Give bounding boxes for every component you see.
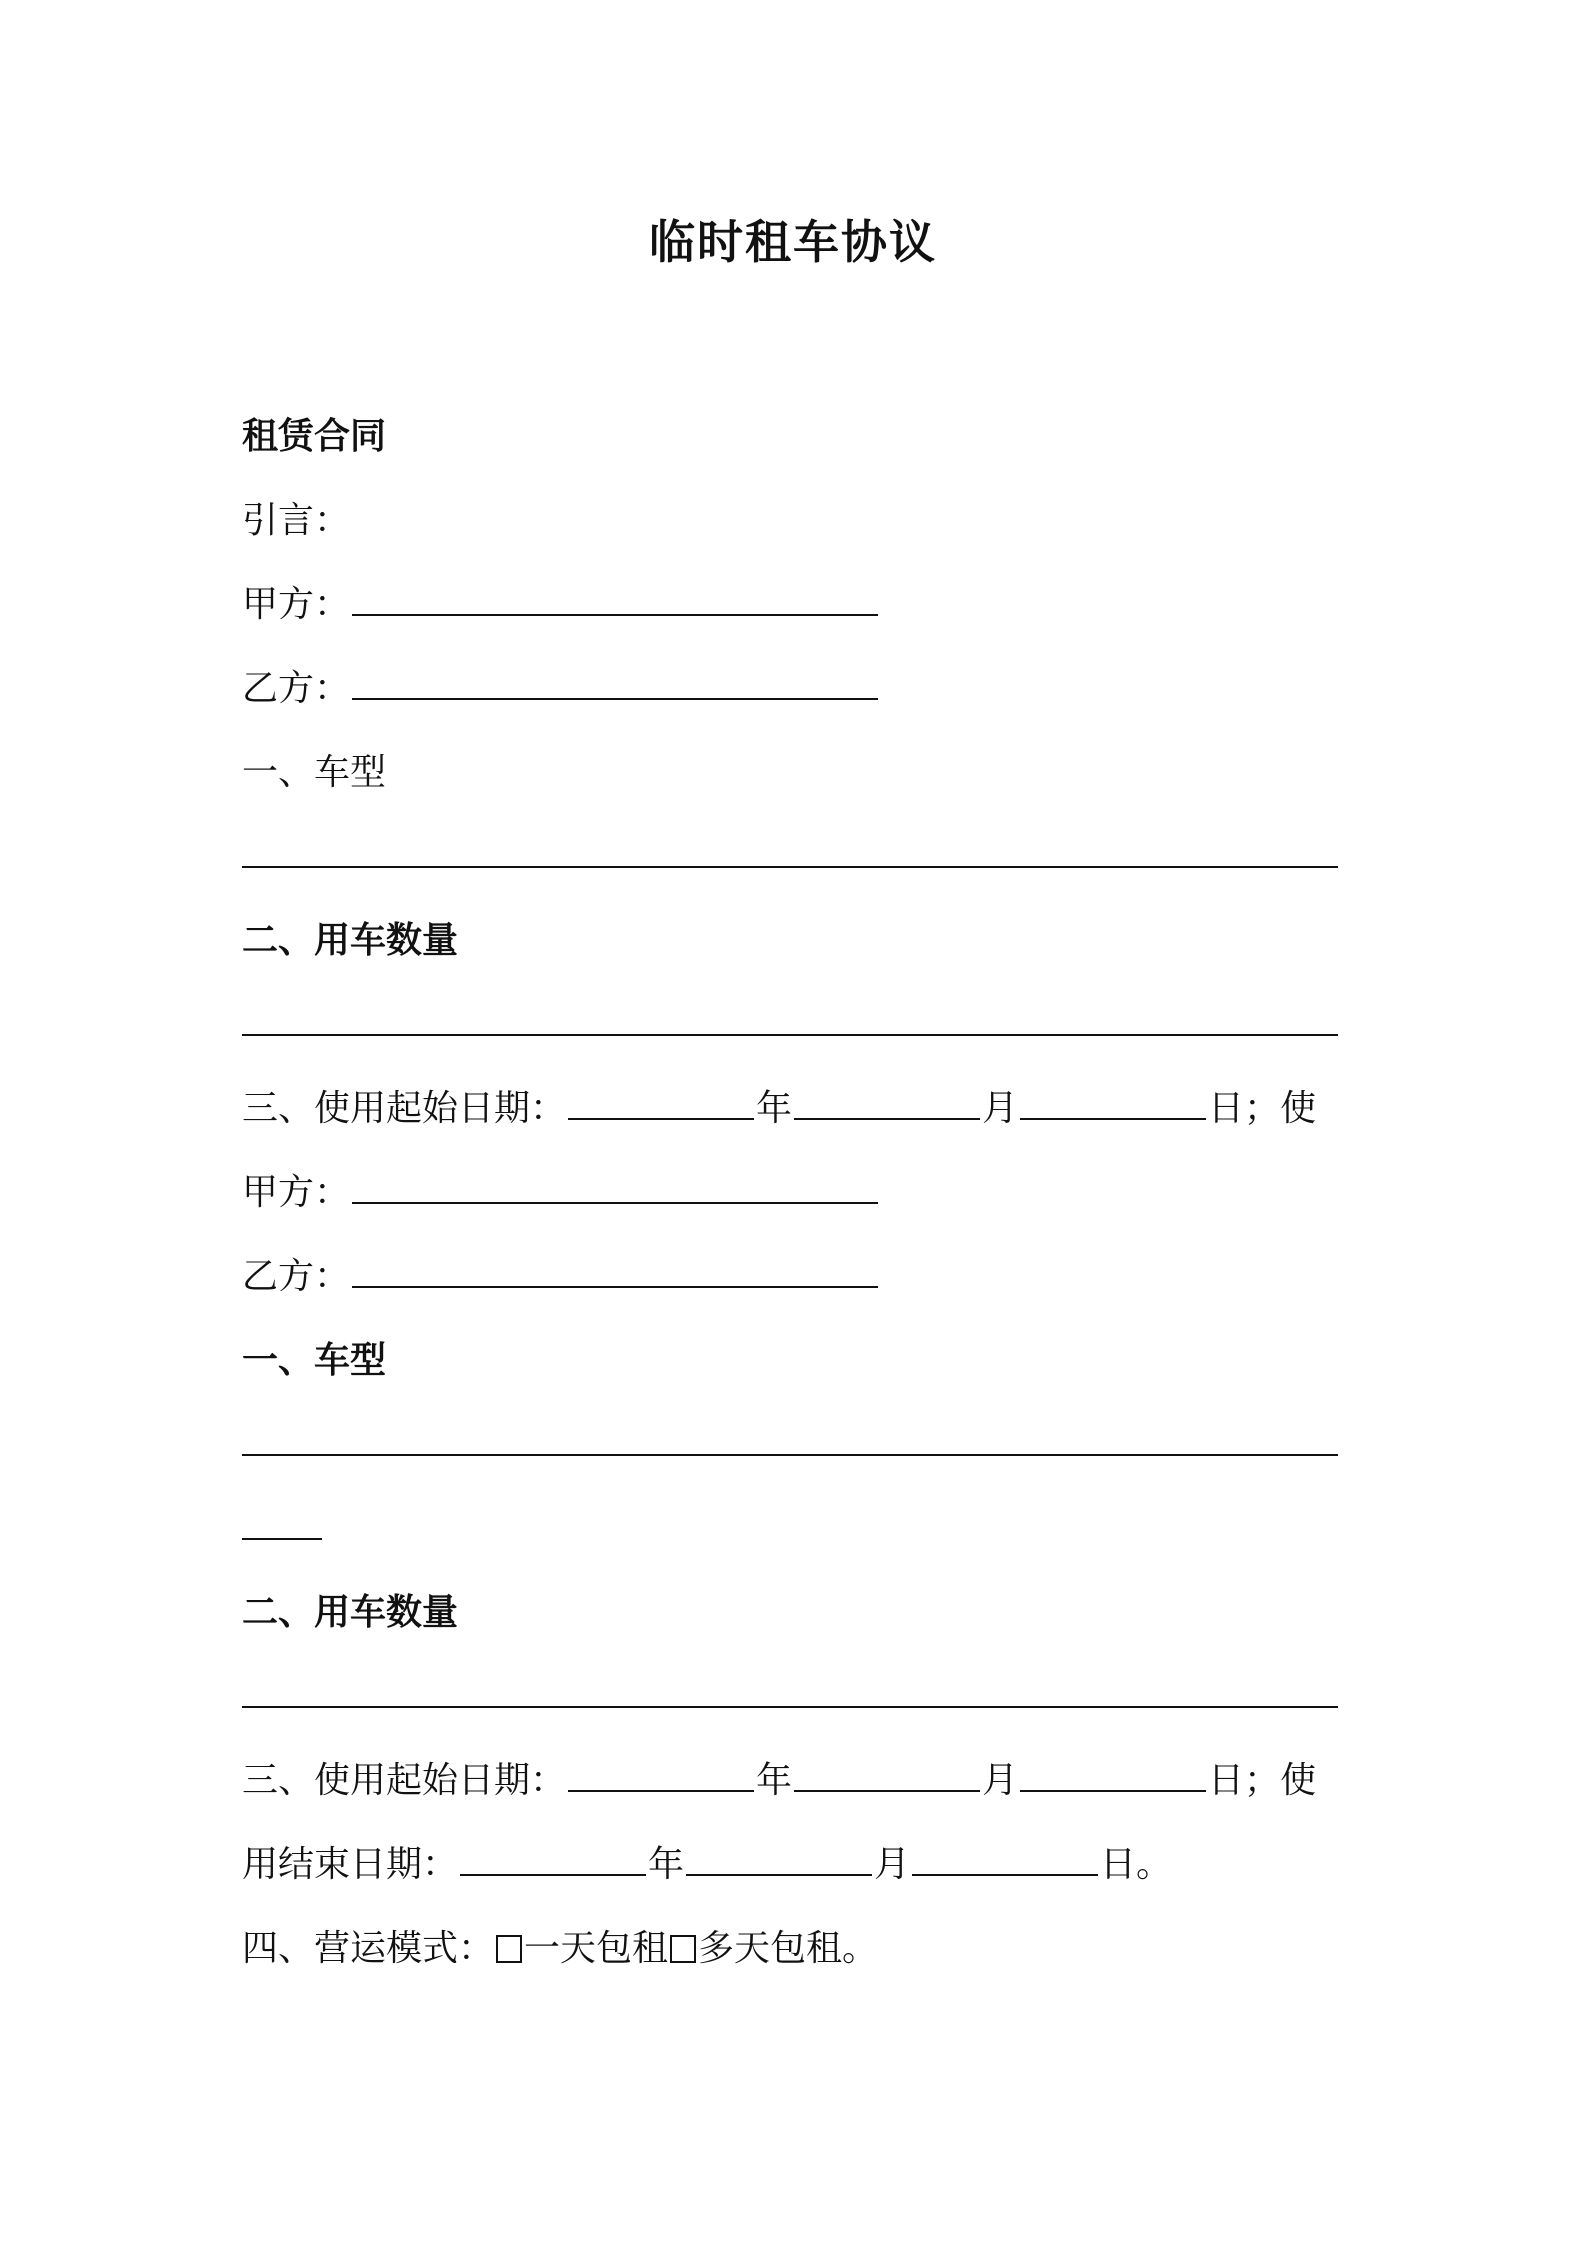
end-month-blank[interactable]	[686, 1844, 872, 1876]
end-year-blank[interactable]	[460, 1844, 646, 1876]
vehicle-count-blank[interactable]	[242, 1676, 1338, 1708]
one-day-option-label: 一天包租	[524, 1928, 669, 1969]
month-unit: 月	[982, 1760, 1019, 1801]
end-date-label: 用结束日期：	[242, 1844, 459, 1885]
start-year-blank[interactable]	[568, 1088, 754, 1120]
one-day-checkbox[interactable]	[496, 1935, 522, 1963]
start-day-blank[interactable]	[1020, 1088, 1206, 1120]
vehicle-type-blank[interactable]	[242, 1424, 1338, 1456]
start-date-line-2	[242, 1757, 1342, 1805]
section-2-label: 二、用车数量	[242, 1592, 459, 1633]
vehicle-type-blank[interactable]	[242, 836, 1338, 868]
party-b-label: 乙方：	[242, 1256, 351, 1297]
day-unit: 日。	[1100, 1844, 1173, 1885]
party-b-line-1	[242, 665, 1342, 713]
party-a-line-2	[242, 1169, 1342, 1217]
intro-label: 引言：	[242, 500, 351, 541]
party-a-label: 甲方：	[242, 584, 351, 625]
vehicle-count-line-2	[242, 1673, 1342, 1721]
use-char: 使	[1280, 1760, 1317, 1801]
year-unit: 年	[648, 1844, 685, 1885]
document-title: 临时租车协议	[649, 215, 937, 269]
start-month-blank[interactable]	[794, 1088, 980, 1120]
vehicle-type-line-2	[242, 1421, 1342, 1469]
subtitle-text: 租赁合同	[242, 416, 387, 457]
year-unit: 年	[756, 1088, 793, 1129]
section-2-label: 二、用车数量	[242, 920, 459, 961]
day-unit: 日；	[1208, 1088, 1281, 1129]
section-2-heading-2	[242, 1589, 1342, 1637]
start-day-blank[interactable]	[1020, 1760, 1206, 1792]
section-4-label: 四、营运模式：	[242, 1928, 495, 1969]
section-1-heading-1	[242, 749, 1342, 797]
end-date-line	[242, 1841, 1342, 1889]
vehicle-type-blank-continued[interactable]	[242, 1508, 322, 1540]
party-b-line-2	[242, 1253, 1342, 1301]
end-day-blank[interactable]	[912, 1844, 1098, 1876]
party-b-label: 乙方：	[242, 668, 351, 709]
start-date-line-1	[242, 1085, 1342, 1133]
section-3-label: 三、使用起始日期：	[242, 1088, 567, 1129]
subtitle	[242, 413, 1342, 461]
section-2-heading-1	[242, 917, 1342, 965]
party-b-blank[interactable]	[352, 668, 878, 700]
month-unit: 月	[982, 1088, 1019, 1129]
year-unit: 年	[756, 1760, 793, 1801]
vehicle-type-line-1	[242, 833, 1342, 881]
day-unit: 日；	[1208, 1760, 1281, 1801]
party-a-line-1	[242, 581, 1342, 629]
section-1-heading-2	[242, 1337, 1342, 1385]
multi-day-checkbox[interactable]	[670, 1935, 696, 1963]
party-b-blank[interactable]	[352, 1256, 878, 1288]
section-3-label: 三、使用起始日期：	[242, 1760, 567, 1801]
section-1-label: 一、车型	[242, 1340, 387, 1381]
start-year-blank[interactable]	[568, 1760, 754, 1792]
multi-day-option-label: 多天包租。	[698, 1928, 879, 1969]
party-a-blank[interactable]	[352, 1172, 878, 1204]
intro-line	[242, 497, 1342, 545]
vehicle-type-line-2-continued	[242, 1505, 1342, 1553]
start-month-blank[interactable]	[794, 1760, 980, 1792]
party-a-label: 甲方：	[242, 1172, 351, 1213]
vehicle-count-line-1	[242, 1001, 1342, 1049]
use-char: 使	[1280, 1088, 1317, 1129]
section-1-label: 一、车型	[242, 752, 387, 793]
vehicle-count-blank[interactable]	[242, 1004, 1338, 1036]
operation-mode-line	[242, 1925, 1342, 1973]
party-a-blank[interactable]	[352, 584, 878, 616]
month-unit: 月	[874, 1844, 911, 1885]
